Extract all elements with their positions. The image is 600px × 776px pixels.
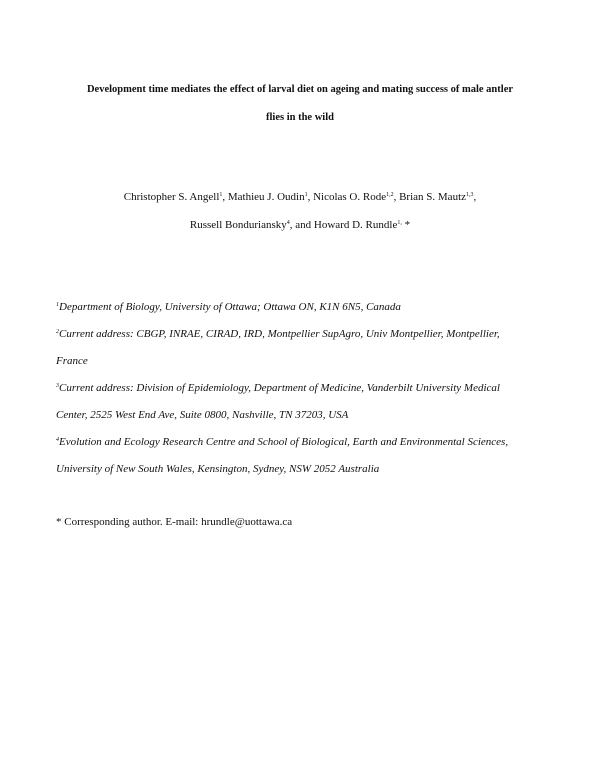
author-separator: , and <box>289 219 314 231</box>
affiliation-text: Current address: CBGP, INRAE, CIRAD, IRD, Montpellier SupAgro, Univ Montpellier, Montpellier, <box>59 328 500 340</box>
affiliation-mark: 2 <box>56 329 59 335</box>
author-separator: , <box>473 191 477 203</box>
author-name: Howard D. Rundle <box>313 219 398 231</box>
affiliation-1 <box>56 300 556 314</box>
author-name: Nicolas O. Rode <box>313 191 387 203</box>
affiliation-text: University of New South Wales, Kensington, Sydney, NSW 2052 Australia <box>56 463 380 475</box>
author-separator: , <box>307 191 314 203</box>
corresponding-author-mark: * <box>401 219 411 231</box>
author-list-line-1 <box>40 190 560 204</box>
author-name: Brian S. Mautz <box>399 191 467 203</box>
author-name: Russell Bonduriansky <box>189 219 287 231</box>
affiliation-4 <box>56 435 556 449</box>
author-list-line-2 <box>40 218 560 232</box>
author-separator: , <box>393 191 400 203</box>
affiliation-3-continued <box>56 408 556 422</box>
affiliation-text: France <box>56 355 88 367</box>
affiliation-mark: 4 <box>56 437 59 443</box>
author-affiliation-mark: 1 <box>304 192 308 198</box>
paper-title-line-2: flies in the wild <box>266 112 334 123</box>
affiliation-3 <box>56 381 556 395</box>
affiliation-2-continued <box>56 354 556 368</box>
author-affiliation-mark: 1 <box>219 192 223 198</box>
corresponding-author-note: * Corresponding author. E-mail: hrundle@uottawa.ca <box>56 516 293 528</box>
affiliation-text: Current address: Division of Epidemiology, Department of Medicine, Vanderbilt University Medical <box>59 382 500 394</box>
author-name: Christopher S. Angell <box>123 191 220 203</box>
affiliation-2 <box>56 327 556 341</box>
affiliation-text: Evolution and Ecology Research Centre and School of Biological, Earth and Environmental Sciences, <box>59 436 509 448</box>
affiliation-text: Department of Biology, University of Ottawa; Ottawa ON, K1N 6N5, Canada <box>59 301 401 313</box>
paper-title-line-1: Development time mediates the effect of larval diet on ageing and mating success of male antler <box>86 84 514 95</box>
author-affiliation-mark: 1,3 <box>466 192 474 198</box>
affiliation-text: Center, 2525 West End Ave, Suite 0800, Nashville, TN 37203, USA <box>56 409 349 421</box>
affiliation-mark: 3 <box>56 383 59 389</box>
affiliation-4-continued <box>56 462 556 476</box>
affiliation-mark: 1 <box>56 302 59 308</box>
author-name: Mathieu J. Oudin <box>227 191 305 203</box>
author-separator: , <box>222 191 228 203</box>
author-affiliation-mark: 1,2 <box>386 192 394 198</box>
author-affiliation-mark: 1, <box>397 220 402 226</box>
author-affiliation-mark: 4 <box>286 220 290 226</box>
